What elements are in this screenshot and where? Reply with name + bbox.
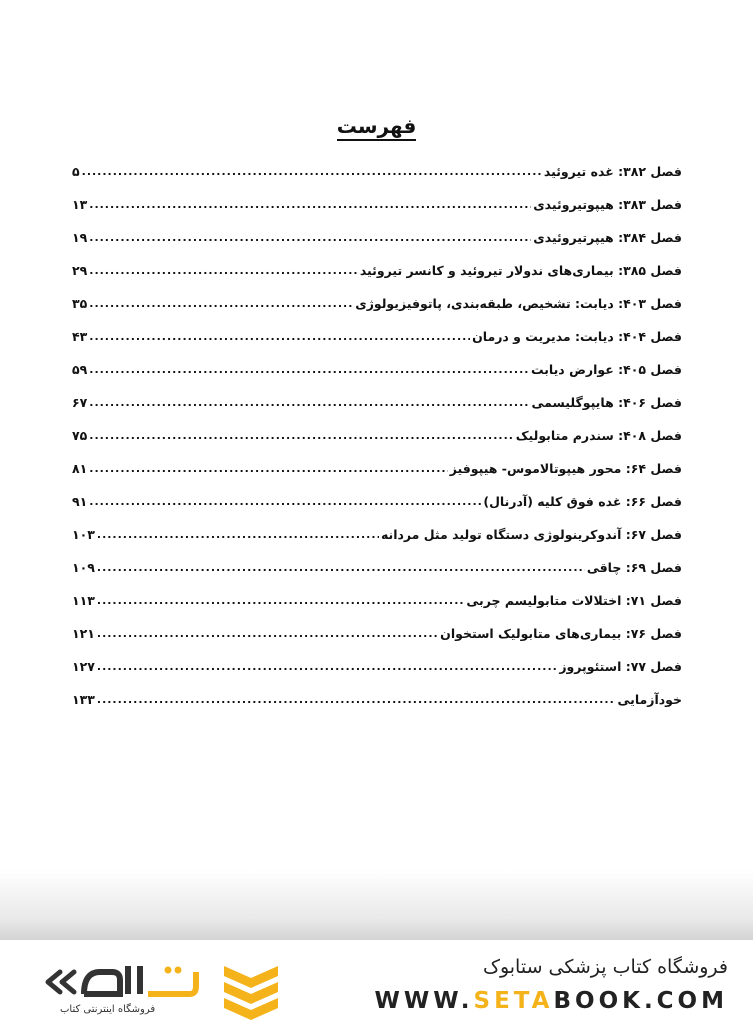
toc-page-number: ۱۲۷ [72,659,95,674]
toc-entry-title: فصل ۶۹: چاقی [586,560,682,575]
toc-page-number: ۱۹ [72,230,88,245]
toc-page-number: ۹۱ [72,494,88,509]
toc-entry[interactable] [72,551,682,584]
toc-page-number: ۳۵ [72,296,88,311]
toc-dot-leader [97,594,465,607]
toc-entry[interactable] [72,452,682,485]
toc-page-number: ۱۰۹ [72,560,95,575]
toc-dot-leader [82,165,542,178]
toc-entry[interactable] [72,188,682,221]
toc-page-number: ۱۳۳ [72,692,95,707]
footer-website-link[interactable]: WWW.SETABOOK.COM [374,988,728,1014]
toc-entry-title: فصل ۴۰۳: دیابت: تشخیص، طبقه‌بندی، پاتوفیزیولوژی [355,296,682,311]
toc-entry-title: فصل ۳۸۴: هیپرتیروئیدی [533,230,682,245]
toc-page-number: ۱۳ [72,197,88,212]
toc-page-number: ۵ [72,164,80,179]
toc-entry[interactable] [72,221,682,254]
page-shadow [0,870,753,945]
toc-entry[interactable] [72,287,682,320]
toc-page-number: ۷۵ [72,428,88,443]
toc-dot-leader [89,198,531,211]
toc-entry-title: فصل ۴۰۸: سندرم متابولیک [515,428,682,443]
toc-page-number: ۴۳ [72,329,88,344]
toc-entry-title: فصل ۷۶: بیماری‌های متابولیک استخوان [440,626,682,641]
toc-dot-leader [89,330,470,343]
toc-entry[interactable] [72,650,682,683]
page-title: فهرست [0,114,753,138]
footer-brand-name: فروشگاه کتاب پزشکی ستابوک [482,956,728,978]
toc-entry-title: فصل ۳۸۲: غده تیروئید [543,164,682,179]
toc-dot-leader [89,462,447,475]
toc-dot-leader [89,264,358,277]
toc-entry[interactable] [72,353,682,386]
toc-dot-leader [89,231,531,244]
logo-subtitle: فروشگاه اینترنتی کتاب [60,1004,156,1015]
toc-dot-leader [97,528,379,541]
toc-dot-leader [89,429,513,442]
table-of-contents [72,155,682,716]
toc-entry[interactable] [72,386,682,419]
book-stack-logo-icon [220,962,282,1020]
toc-entry[interactable] [72,683,682,716]
toc-dot-leader [89,396,529,409]
toc-entry-title: فصل ۶۷: آندوکرینولوژی دستگاه تولید مثل مردانه [380,527,682,542]
toc-dot-leader [97,561,585,574]
toc-entry-title: فصل ۴۰۵: عوارض دیابت [530,362,682,377]
toc-dot-leader [89,297,353,310]
toc-dot-leader [97,660,557,673]
toc-entry[interactable] [72,584,682,617]
toc-entry[interactable] [72,320,682,353]
toc-entry-title: فصل ۷۷: استئوپروز [559,659,682,674]
toc-page-number: ۱۲۱ [72,626,95,641]
toc-page-number: ۸۱ [72,461,88,476]
toc-entry-title: خودآزمایی [617,692,682,707]
toc-entry[interactable] [72,419,682,452]
toc-entry[interactable] [72,155,682,188]
toc-entry-title: فصل ۳۸۵: بیماری‌های ندولار تیروئید و کانسر تیروئید [359,263,682,278]
toc-entry-title: فصل ۶۶: غده فوق کلیه (آدرنال) [483,494,682,509]
toc-page-number: ۱۰۳ [72,527,95,542]
toc-dot-leader [89,495,481,508]
toc-entry-title: فصل ۷۱: اختلالات متابولیسم چربی [466,593,682,608]
toc-entry-title: فصل ۶۴: محور هیپوتالاموس- هیپوفیز [449,461,682,476]
toc-entry[interactable] [72,485,682,518]
toc-entry-title: فصل ۳۸۳: هیپوتیروئیدی [533,197,682,212]
toc-entry[interactable] [72,518,682,551]
toc-page-number: ۵۹ [72,362,88,377]
toc-entry[interactable] [72,254,682,287]
toc-entry-title: فصل ۴۰۴: دیابت: مدیریت و درمان [472,329,682,344]
toc-page-number: ۶۷ [72,395,88,410]
toc-entry[interactable] [72,617,682,650]
toc-entry-title: فصل ۴۰۶: هایپوگلیسمی [531,395,682,410]
toc-page-number: ۲۹ [72,263,88,278]
toc-dot-leader [97,693,616,706]
toc-page-number: ۱۱۳ [72,593,95,608]
toc-dot-leader [97,627,438,640]
toc-dot-leader [89,363,529,376]
